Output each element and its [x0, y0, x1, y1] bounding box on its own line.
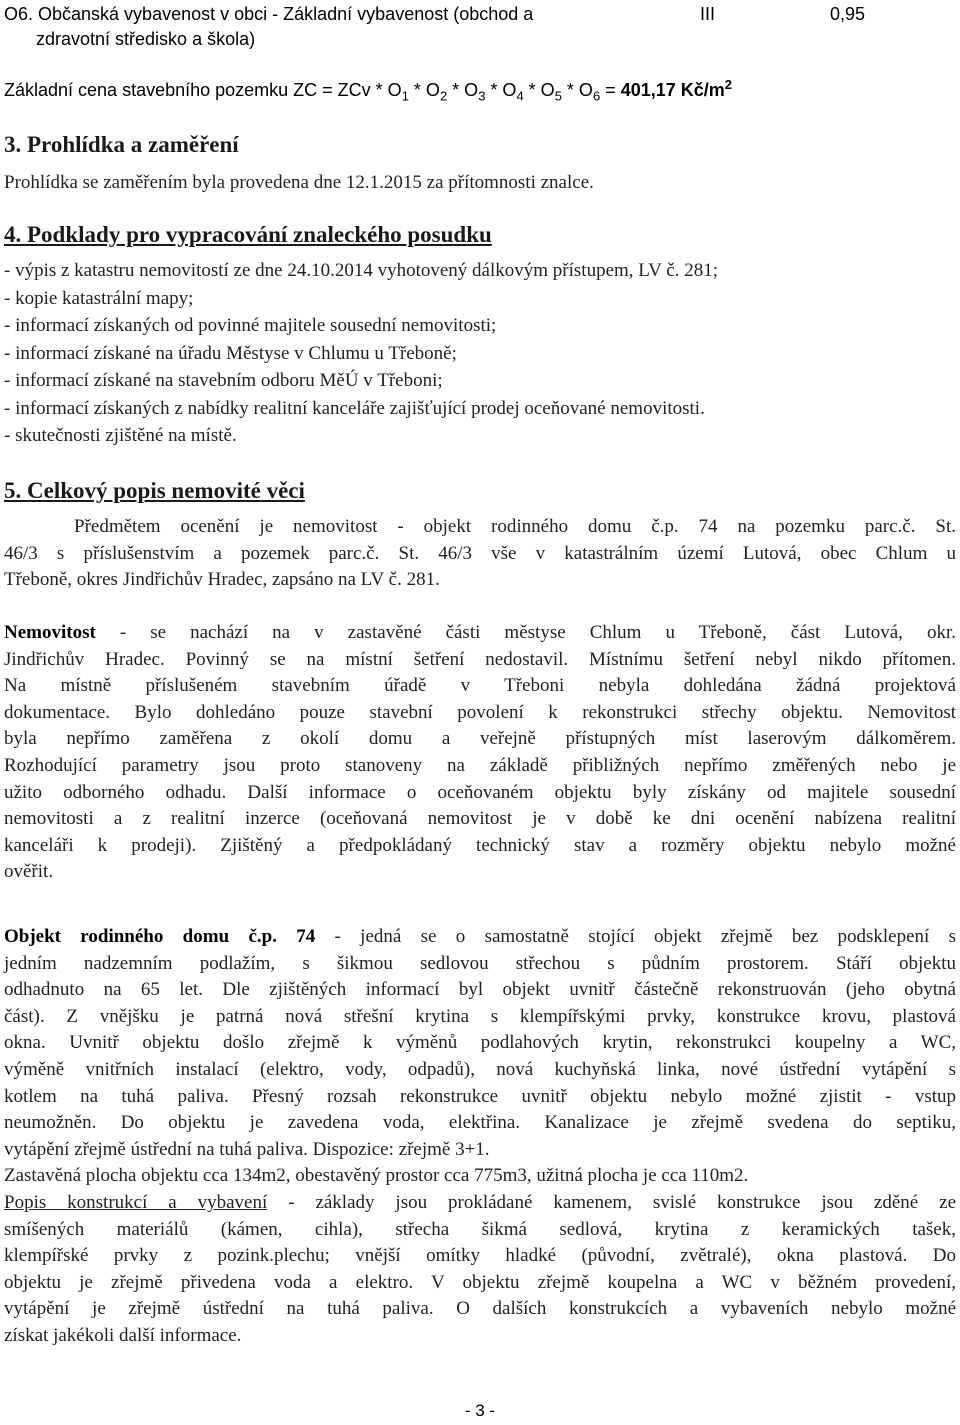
section-3-text: Prohlídka se zaměřením byla provedena dne 12.1.2015 za přítomnosti znalce. [4, 172, 594, 193]
page-number: - 3 - [464, 1401, 496, 1420]
formula-op-2: * O [447, 80, 479, 100]
objekt-label: Objekt rodinného domu č.p. 74 [4, 926, 316, 947]
formula-op-3: * O [485, 80, 517, 100]
intro-line: 46/3 s příslušenstvím a pozemek parc.č. St. 46/3 vše v katastrálním území Lutová, obec Chlum u [4, 542, 956, 564]
table-row-coef: 0,95 [830, 4, 866, 24]
source-item: - informací získané na úřadu Městyse v Chlumu u Třeboně; [4, 342, 457, 364]
nemovitost-line: užito odborného odhadu. Další informace o oceňovaném objektu byly získány od majitele sousední [4, 781, 956, 803]
base-price-value: 401,17 Kč/m [620, 80, 725, 100]
popis-label: Popis konstrukcí a vybavení [4, 1192, 268, 1213]
source-item: - informací získané na stavebním odboru MěÚ v Třeboni; [4, 370, 443, 391]
popis-line: klempířské prvky z pozink.plechu; vnější omítky hladké (původní, zvětralé), okna plastová. Do [4, 1245, 956, 1267]
sub-2: 2 [439, 88, 448, 104]
objekt-line-1 [4, 924, 956, 951]
nemovitost-line: Na místně příslušeném stavebním úřadě v Třeboni nebyla dohledána žádná projektová [4, 675, 956, 697]
source-item: - skutečnosti zjištěné na místě. [4, 425, 237, 446]
objekt-line: okna. Uvnitř objektu došlo zřejmě k výměnů podlahových krytin, rekonstrukci koupelny a WC, [4, 1032, 956, 1054]
sub-3: 3 [478, 88, 486, 104]
source-item: - výpis z katastru nemovitostí ze dne 24.10.2014 vyhotovený dálkovým přístupem, LV č. 281; [4, 260, 718, 281]
section-5-heading: 5. Celkový popis nemovité věci [4, 478, 305, 503]
nemovitost-line: Rozhodující parametry jsou proto stanoveny na základě přibližných nepřímo změřených nebo je [4, 754, 956, 776]
formula-op-6: = [600, 80, 621, 100]
sub-5: 5 [554, 88, 562, 104]
base-price-sup: 2 [724, 77, 732, 92]
popis-paragraph [4, 1190, 956, 1350]
section-3-heading: 3. Prohlídka a zaměření [4, 132, 239, 157]
nemovitost-label: Nemovitost [4, 622, 96, 643]
nemovitost-line: ověřit. [4, 861, 54, 883]
objekt-line: jedním nadzemním podlažím, s šikmou sedlovou střechou s půdním prostorem. Stáří objektu [4, 952, 956, 974]
sub-1: 1 [401, 88, 409, 104]
nemovitost-line: dokumentace. Bylo dohledáno pouze stavební povolení k rekonstrukci střechy objektu. Nemovitost [4, 701, 956, 723]
table-row-label-line2: zdravotní středisko a škola) [36, 29, 256, 49]
nemovitost-line: kanceláři k prodeji). Zjištěný a předpokládaný technický stav a rozměry objektu nebylo možné [4, 834, 956, 856]
base-price-formula [4, 78, 732, 103]
sub-6: 6 [592, 88, 601, 104]
intro-line: Třeboně, okres Jindřichův Hradec, zapsáno na LV č. 281. [4, 569, 440, 590]
table-row-label-line1: O6. Občanská vybavenost v obci - Základní vybavenost (obchod a [4, 4, 534, 24]
formula-op-4: * O [523, 80, 555, 100]
objekt-line: odhadnuto na 65 let. Dle zjištěných informací byl objekt uvnitř částečně rekonstruován (jeho obytná [4, 979, 956, 1001]
table-row-label [4, 2, 644, 52]
nemovitost-line: Jindřichův Hradec. Povinný se na místní šetření nedostavil. Místnímu šetření nebyl nikdo přítomen. [4, 648, 956, 670]
popis-line: vytápění je zřejmě ústřední na tuhá paliva. O dalších konstrukcích a vybaveních nebylo možné [4, 1298, 956, 1320]
objekt-paragraph [4, 924, 956, 1190]
objekt-line: výměně vnitřních instalací (elektro, vody, odpadů), nová kuchyňská linka, nové ústřední vytápění s [4, 1058, 956, 1080]
popis-line: získat jakékoli další informace. [4, 1324, 242, 1346]
popis-text: - základy jsou prokládané kamenem, svislé konstrukce jsou zděné ze [267, 1192, 957, 1213]
source-item: - informací získaných od povinné majitele sousední nemovitosti; [4, 315, 497, 336]
nemovitost-text: - se nachází na v zastavěné části městyse Chlum u Třeboně, část Lutová, okr. [95, 622, 956, 643]
nemovitost-line-1 [4, 620, 956, 647]
objekt-text: - jedná se o samostatně stojící objekt zřejmě bez podsklepení s [315, 926, 957, 947]
objekt-line: vytápění zřejmě ústřední na tuhá paliva. Dispozice: zřejmě 3+1. [4, 1138, 490, 1160]
nemovitost-line: nemovitosti a z realitní inzerce (oceňovaná nemovitost je v době ke dni ocenění nabízena realitní [4, 808, 956, 830]
section-5-intro [4, 514, 956, 594]
formula-op-1: * O [408, 80, 440, 100]
section-4-list [4, 258, 956, 451]
objekt-line: neumožněn. Do objektu je zavedena voda, elektřina. Kanalizace je zřejmě svedena do septiku, [4, 1112, 956, 1134]
area-line: Zastavěná plocha objektu cca 134m2, obestavěný prostor cca 775m3, užitná plocha je cca 110m2. [4, 1165, 749, 1187]
table-row-class: III [700, 4, 716, 24]
popis-line: smíšených materiálů (kámen, cihla), střecha šikmá sedlová, krytina z keramických tašek, [4, 1218, 956, 1240]
objekt-line: část). Z vnějšku je patrná nová střešní krytina s klempířskými prvky, konstrukce krovu, plastová [4, 1005, 956, 1027]
nemovitost-paragraph [4, 620, 956, 886]
intro-line: Předmětem ocenění je nemovitost - objekt rodinného domu č.p. 74 na pozemku parc.č. St. [74, 516, 956, 537]
formula-op-5: * O [561, 80, 593, 100]
popis-line: objektu je zřejmě přivedena voda a elektro. V objektu zřejmě koupelna a WC v běžném provedení, [4, 1271, 956, 1293]
source-item: - informací získaných z nabídky realitní kanceláře zajišťující prodej oceňované nemovitosti. [4, 397, 705, 419]
sub-4: 4 [516, 88, 524, 104]
formula-prefix: Základní cena stavebního pozemku ZC = ZCv * O [4, 80, 402, 100]
nemovitost-line: byla nepřímo zaměřena z okolí domu a veřejně přístupných míst laserovým dálkoměrem. [4, 728, 956, 750]
source-item: - kopie katastrální mapy; [4, 287, 194, 309]
section-4-heading: 4. Podklady pro vypracování znaleckého posudku [4, 222, 492, 247]
popis-line-1 [4, 1190, 956, 1217]
objekt-line: kotlem na tuhá paliva. Přesný rozsah rekonstrukce uvnitř objektu nebylo možné zjistit - vstup [4, 1085, 956, 1107]
